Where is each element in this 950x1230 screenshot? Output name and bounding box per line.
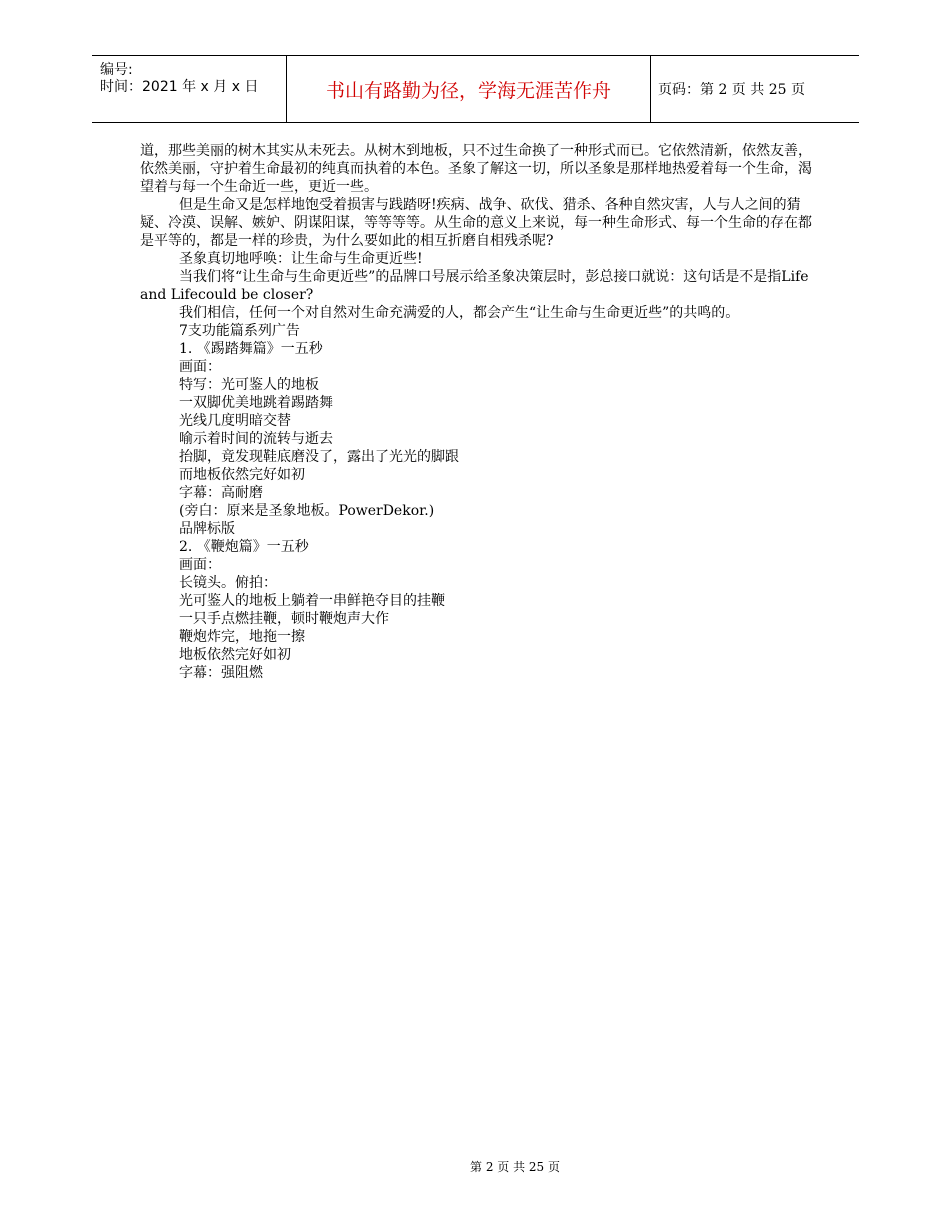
script-line: 抬脚，竟发现鞋底磨没了，露出了光光的脚跟 bbox=[179, 449, 459, 465]
page-header bbox=[92, 55, 859, 123]
script-line: 特写：光可鉴人的地板 bbox=[179, 377, 319, 393]
time-label: 时间：2021 年 x 月 x 日 bbox=[100, 79, 259, 95]
header-motto: 书山有路勤为径，学海无涯苦作舟 bbox=[286, 56, 651, 122]
paragraph: 道，那些美丽的树木其实从未死去。从树木到地板，只不过生命换了一种形式而已。它依然清新，依然友善，依然美丽，守护着生命最初的纯真而执着的本色。圣象了解这一切，所以圣象是那样地热爱着每一个生命，渴望着与每一个生命近一些，更近一些。 bbox=[140, 143, 812, 195]
script-line: 光线几度明暗交替 bbox=[179, 413, 291, 429]
script-line: 7支功能篇系列广告 bbox=[179, 323, 300, 339]
script-line: (旁白：原来是圣象地板。PowerDekor.) bbox=[179, 503, 435, 519]
script-line: 字幕：高耐磨 bbox=[179, 485, 263, 501]
page-footer: 第 2 页 共 25 页 bbox=[470, 1160, 560, 1174]
script-line: 2. 《鞭炮篇》一五秒 bbox=[179, 539, 309, 555]
script-line: 画面： bbox=[179, 359, 221, 375]
script-line: 一只手点燃挂鞭，顿时鞭炮声大作 bbox=[179, 611, 389, 627]
script-line: 品牌标版 bbox=[179, 521, 235, 537]
script-line: 鞭炮炸完，地拖一擦 bbox=[179, 629, 305, 645]
document-body bbox=[140, 142, 812, 682]
paragraph: 但是生命又是怎样地饱受着损害与践踏呀!疾病、战争、砍伐、猎杀、各种自然灾害，人与人之间的猜疑、冷漠、误解、嫉妒、阴谋阳谋，等等等等。从生命的意义上来说，每一种生命形式、每一个生命的存在都是平等的，都是一样的珍贵，为什么要如此的相互折磨自相残杀呢? bbox=[140, 197, 812, 249]
script-line: 字幕：强阻燃 bbox=[179, 665, 263, 681]
script-line: 喻示着时间的流转与逝去 bbox=[179, 431, 333, 447]
paragraph: 当我们将“让生命与生命更近些”的品牌口号展示给圣象决策层时，彭总接口就说：这句话是不是指Life and Lifecould be closer? bbox=[140, 269, 809, 303]
script-line: 光可鉴人的地板上躺着一串鲜艳夺目的挂鞭 bbox=[179, 593, 445, 609]
paragraph: 圣象真切地呼唤：让生命与生命更近些! bbox=[179, 251, 423, 267]
script-line: 1. 《踢踏舞篇》一五秒 bbox=[179, 341, 323, 357]
number-label: 编号: bbox=[100, 62, 133, 78]
script-line: 画面： bbox=[179, 557, 221, 573]
script-line: 而地板依然完好如初 bbox=[179, 467, 305, 483]
script-line: 一双脚优美地跳着踢踏舞 bbox=[179, 395, 333, 411]
header-page-info: 页码：第 2 页 共 25 页 bbox=[658, 82, 805, 98]
script-line: 地板依然完好如初 bbox=[179, 647, 291, 663]
script-line: 长镜头。俯拍： bbox=[179, 575, 277, 591]
header-left-cell bbox=[92, 56, 286, 122]
paragraph: 我们相信，任何一个对自然对生命充满爱的人，都会产生“让生命与生命更近些”的共鸣的。 bbox=[179, 305, 740, 321]
